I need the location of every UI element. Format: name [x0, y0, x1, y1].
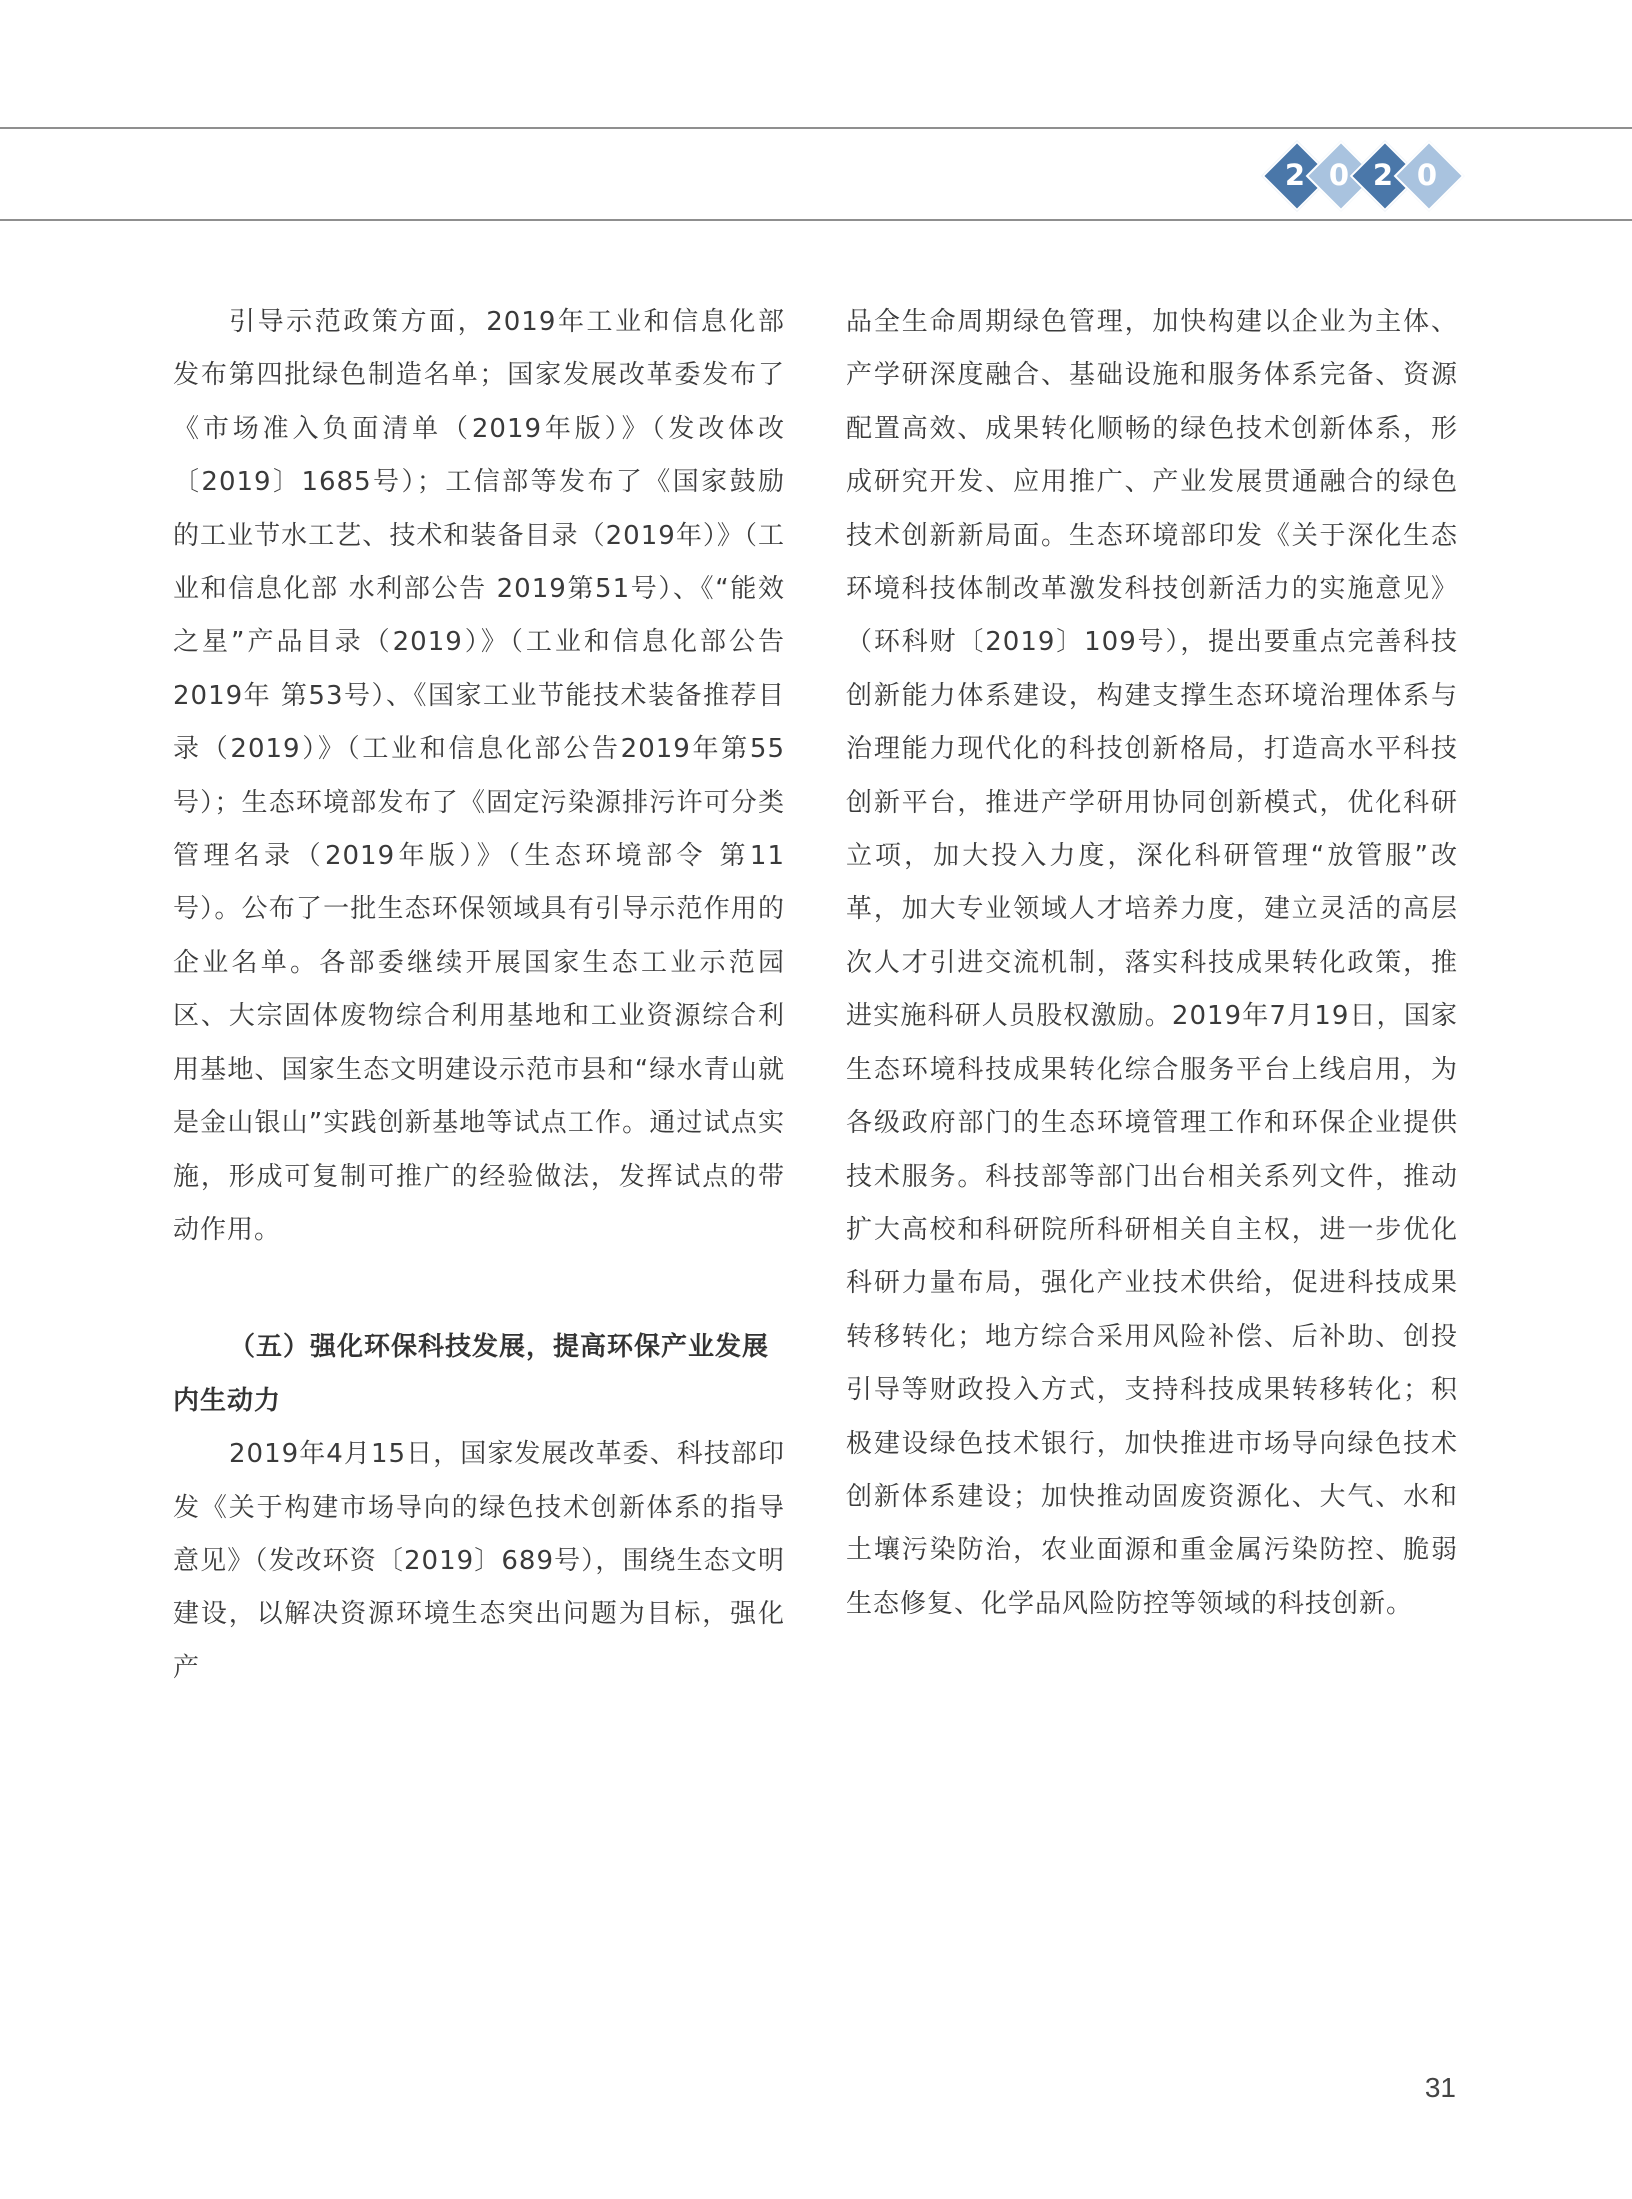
right-column — [846, 296, 1458, 1631]
section-heading: （五）强化环保科技发展，提高环保产业发展内生动力 — [173, 1332, 770, 1416]
left-paragraph-green-tech: 2019年4月15日，国家发展改革委、科技部印发《关于构建市场导向的绿色技术创新体系的指导意见》（发改环资〔2019〕689号），围绕生态文明建设，以解决资源环境生态突出问题为目标，强化产 — [173, 1439, 785, 1683]
year-digit-4: 0 — [1416, 158, 1438, 192]
right-paragraph-continued: 品全生命周期绿色管理，加快构建以企业为主体、产学研深度融合、基础设施和服务体系完备、资源配置高效、成果转化顺畅的绿色技术创新体系，形成研究开发、应用推广、产业发展贯通融合的绿色技术创新新局面。生态环境部印发《关于深化生态环境科技体制改革激发科技创新活力的实施意见》（环科财〔2019〕109号），提出要重点完善科技创新能力体系建设，构建支撑生态环境治理体系与治理能力现代化的科技创新格局，打造高水平科技创新平台，推进产学研用协同创新模式，优化科研立项，加大投入力度，深化科研管理“放管服”改革，加大专业领域人才培养力度，建立灵活的高层次人才引进交流机制，落实科技成果转化政策，推进实施科研人员股权激励。2019年7月19日，国家生态环境科技成果转化综合服务平台上线启用，为各级政府部门的生态环境管理工作和环保企业提供技术服务。科技部等部门出台相关系列文件，推动扩大高校和科研院所科研相关自主权，进一步优化科研力量布局，强化产业技术供给，促进科技成果转移转化；地方综合采用风险补偿、后补助、创投引导等财政投入方式，支持科技成果转移转化；积极建设绿色技术银行，加快推进市场导向绿色技术创新体系建设；加快推动固废资源化、大气、水和土壤污染防治，农业面源和重金属污染防控、脆弱生态修复、化学品风险防控等领域的科技创新。 — [846, 307, 1458, 1619]
header-rule-bottom — [0, 219, 1632, 221]
year-digit-1: 2 — [1284, 158, 1306, 192]
year-badge — [1262, 143, 1462, 207]
header-rule-top — [0, 127, 1632, 129]
page-number: 31 — [1424, 2072, 1456, 2103]
left-column — [173, 296, 785, 1695]
left-paragraph-guidance-policy: 引导示范政策方面，2019年工业和信息化部发布第四批绿色制造名单；国家发展改革委发布了《市场准入负面清单（2019年版）》（发改体改〔2019〕1685号）；工信部等发布了《国家鼓励的工业节水工艺、技术和装备目录（2019年）》（工业和信息化部 水利部公告 2019第51号）、《“能效之星”产品目录（2019）》（工业和信息化部公告 2019年 第53号）、《国家工业节能技术装备推荐目录（2019）》（工业和信息化部公告2019年第55号）；生态环境部发布了《固定污染源排污许可分类管理名录（2019年版）》（生态环境部令 第11号）。公布了一批生态环保领域具有引导示范作用的企业名单。各部委继续开展国家生态工业示范园区、大宗固体废物综合利用基地和工业资源综合利用基地、国家生态文明建设示范市县和“绿水青山就是金山银山”实践创新基地等试点工作。通过试点实施，形成可复制可推广的经验做法，发挥试点的带动作用。 — [173, 307, 785, 1245]
year-digit-3: 2 — [1372, 158, 1394, 192]
year-digit-2: 0 — [1328, 158, 1350, 192]
